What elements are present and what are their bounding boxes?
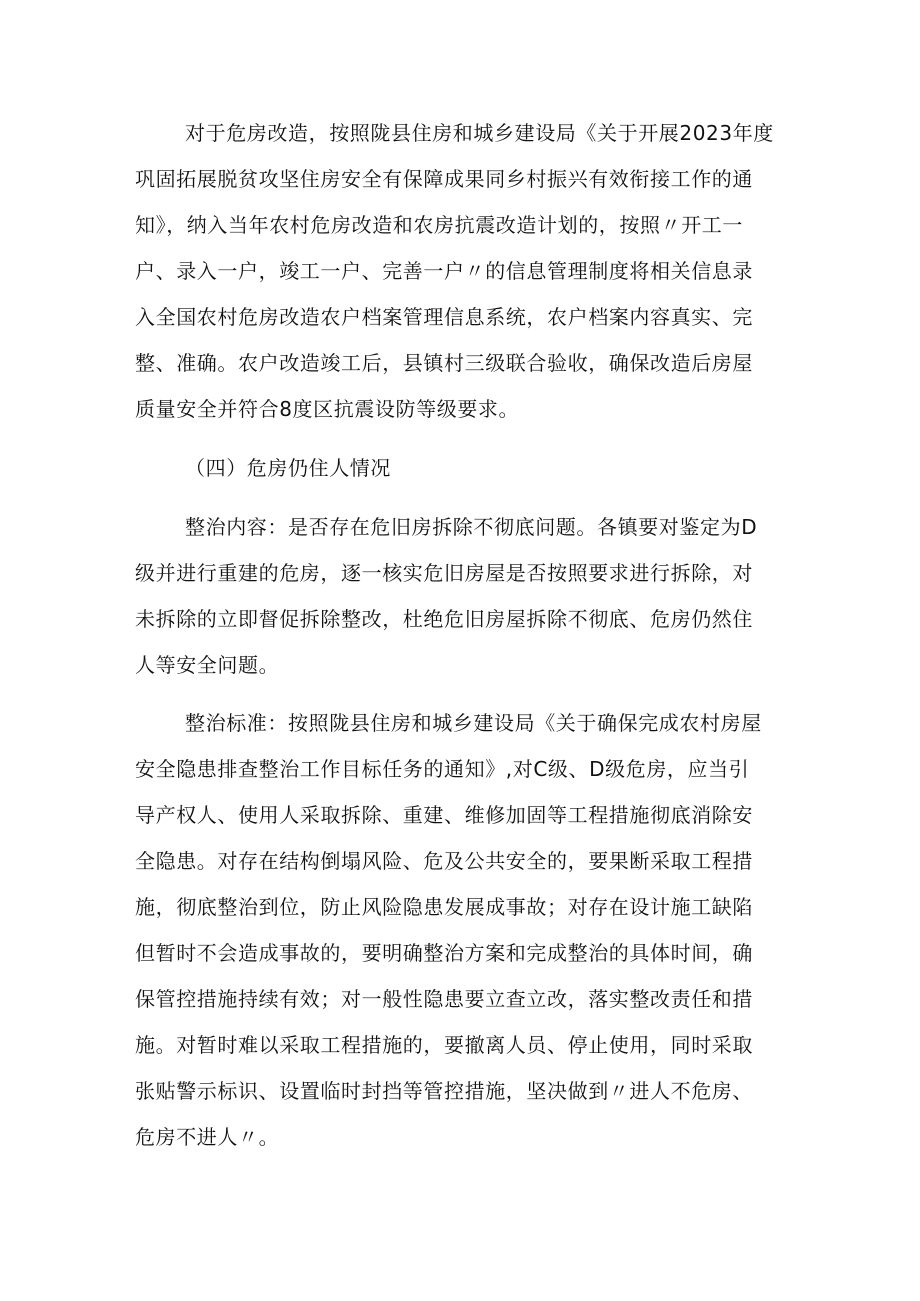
paragraph-3-line-4: 全隐患。对存在结构倒塌风险、危及公共安全的，要果断采取工程措 xyxy=(135,849,753,873)
paragraph-2-line-2: 级并进行重建的危房，逐一核实危旧房屋是否按照要求进行拆除，对 xyxy=(135,561,753,585)
paragraph-1-line-3: 知》，纳入当年农村危房改造和农房抗震改造计划的，按照〃开工一 xyxy=(135,213,743,237)
paragraph-3-line-1: 整治标准：按照陇县住房和城乡建设局《关于确保完成农村房屋 xyxy=(185,711,762,735)
paragraph-1-line-5: 入全国农村危房改造农户档案管理信息系统，农户档案内容真实、完 xyxy=(135,305,753,329)
paragraph-3-line-2: 安全隐患排查整治工作目标任务的通知》,对C级、D级危房，应当引 xyxy=(135,757,750,781)
paragraph-3-line-5: 施，彻底整治到位，防止风险隐患发展成事故；对存在设计施工缺陷 xyxy=(135,895,753,919)
paragraph-1-line-1: 对于危房改造，按照陇县住房和城乡建设局《关于开展2023年度 xyxy=(185,121,774,145)
section-heading-4: （四）危房仍住人情况 xyxy=(185,456,391,480)
paragraph-3-line-9: 张贴警示标识、设置临时封挡等管控措施，坚决做到〃进人不危房、 xyxy=(135,1079,753,1103)
paragraph-3-line-7: 保管控措施持续有效；对一般性隐患要立查立改，落实整改责任和措 xyxy=(135,987,753,1011)
paragraph-3-line-10: 危房不进人〃。 xyxy=(135,1125,280,1149)
paragraph-3-line-3: 导产权人、使用人采取拆除、重建、维修加固等工程措施彻底消除安 xyxy=(135,803,753,827)
paragraph-2-line-4: 人等安全问题。 xyxy=(135,653,280,677)
paragraph-1-line-7: 质量安全并符合8度区抗震设防等级要求。 xyxy=(135,397,520,421)
paragraph-3-line-6: 但暂时不会造成事故的，要明确整治方案和完成整治的具体时间，确 xyxy=(135,941,753,965)
paragraph-1-line-4: 户、录入一户，竣工一户、完善一户〃的信息管理制度将相关信息录 xyxy=(135,259,753,283)
paragraph-1-line-2: 巩固拓展脱贫攻坚住房安全有保障成果同乡村振兴有效衔接工作的通 xyxy=(135,167,753,191)
paragraph-1-line-6: 整、准确。农户改造竣工后，县镇村三级联合验收，确保改造后房屋 xyxy=(135,351,753,375)
paragraph-3-line-8: 施。对暂时难以采取工程措施的，要撤离人员、停止使用，同时采取 xyxy=(135,1033,753,1057)
paragraph-2-line-3: 未拆除的立即督促拆除整改，杜绝危旧房屋拆除不彻底、危房仍然住 xyxy=(135,607,753,631)
paragraph-2-line-1: 整治内容：是否存在危旧房拆除不彻底问题。各镇要对鉴定为D xyxy=(185,515,758,539)
